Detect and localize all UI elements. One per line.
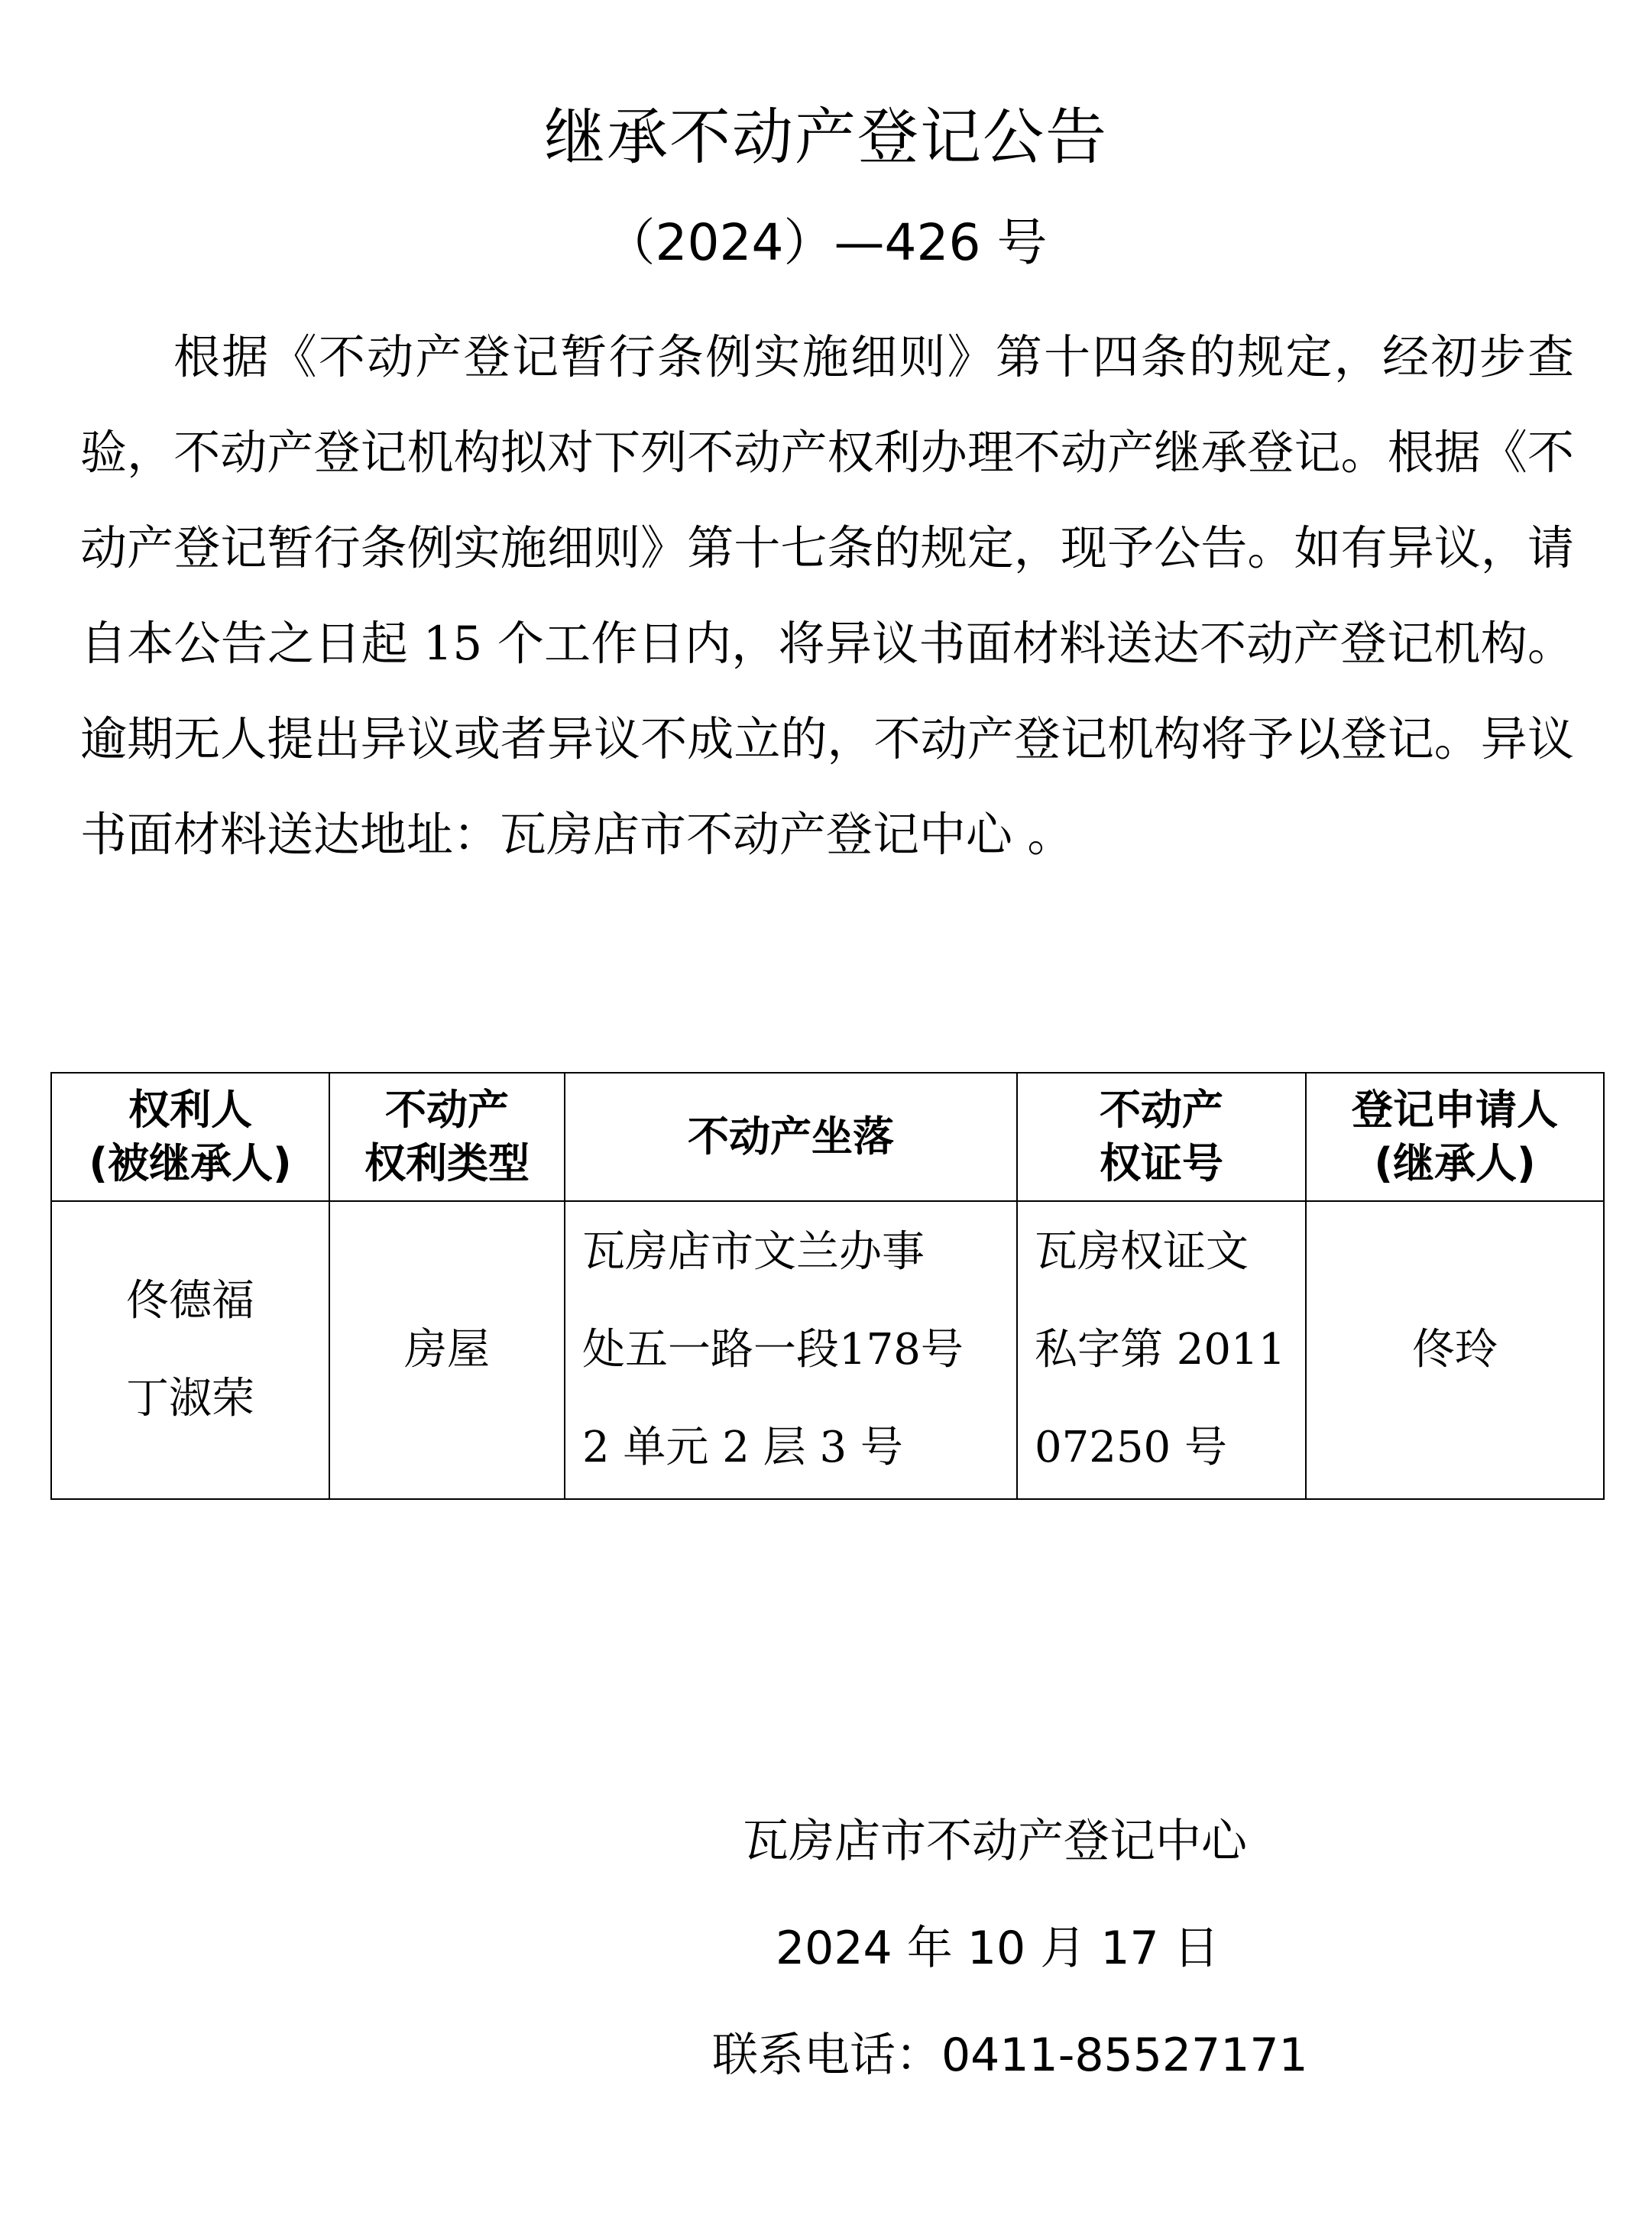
certificate-line: 07250 号 <box>1035 1423 1227 1472</box>
header-right-type-line1: 不动产 <box>385 1086 509 1134</box>
property-table <box>50 1072 1605 1500</box>
notice-body <box>80 309 1574 882</box>
holder-name: 佟德福 <box>126 1276 254 1326</box>
header-right-type-line2: 权利类型 <box>364 1139 530 1187</box>
header-certificate-line2: 权证号 <box>1100 1139 1223 1187</box>
location-line: 处五一路一段178号 <box>582 1325 964 1375</box>
header-certificate-line1: 不动产 <box>1100 1086 1223 1134</box>
certificate-line: 瓦房权证文 <box>1035 1227 1249 1277</box>
header-holder-line1: 权利人 <box>128 1086 252 1134</box>
location-line: 瓦房店市文兰办事 <box>582 1227 925 1277</box>
notice-paragraph: 根据《不动产登记暂行条例实施细则》第十四条的规定，经初步查验，不动产登记机构拟对下列不动产权利办理不动产继承登记。根据《不动产登记暂行条例实施细则》第十七条的规定，现予公告。如有异议，请自本公告之日起 15 个工作日内，将异议书面材料送达不动产登记机构。逾期无人提出异议或者异议不成立的，不动产登记机构将予以登记。异议书面材料送达地址：瓦房店市不动产登记中心 。 <box>80 330 1574 862</box>
table-row <box>51 1201 1604 1499</box>
table-header-row <box>51 1073 1604 1201</box>
header-location-line1: 不动产坐落 <box>688 1112 894 1161</box>
holder-name: 丁淑荣 <box>126 1374 254 1423</box>
signature-block <box>672 1788 1589 2109</box>
cell-applicant: 佟玲 <box>1306 1201 1604 1499</box>
location-line: 2 单元 2 层 3 号 <box>582 1423 903 1472</box>
header-holder <box>51 1073 329 1201</box>
header-certificate <box>1017 1073 1306 1201</box>
header-applicant-line1: 登记申请人 <box>1352 1086 1558 1134</box>
notice-number: （2024）—426 号 <box>604 213 1048 272</box>
cell-right-type: 房屋 <box>329 1201 565 1499</box>
header-applicant <box>1306 1073 1604 1201</box>
header-holder-line2: (被继承人) <box>89 1139 292 1187</box>
contact-phone: 联系电话：0411-85527171 <box>712 2029 1308 2082</box>
cell-holders <box>51 1201 329 1499</box>
header-right-type <box>329 1073 565 1201</box>
cell-location <box>565 1201 1017 1499</box>
signature-date: 2024 年 10 月 17 日 <box>776 1922 1220 1975</box>
notice-title: 继承不动产登记公告 <box>544 102 1108 173</box>
certificate-line: 私字第 2011 <box>1035 1325 1286 1375</box>
signature-organization: 瓦房店市不动产登记中心 <box>743 1815 1247 1868</box>
cell-certificate <box>1017 1201 1306 1499</box>
header-location <box>565 1073 1017 1201</box>
header-applicant-line2: (继承人) <box>1374 1139 1536 1187</box>
